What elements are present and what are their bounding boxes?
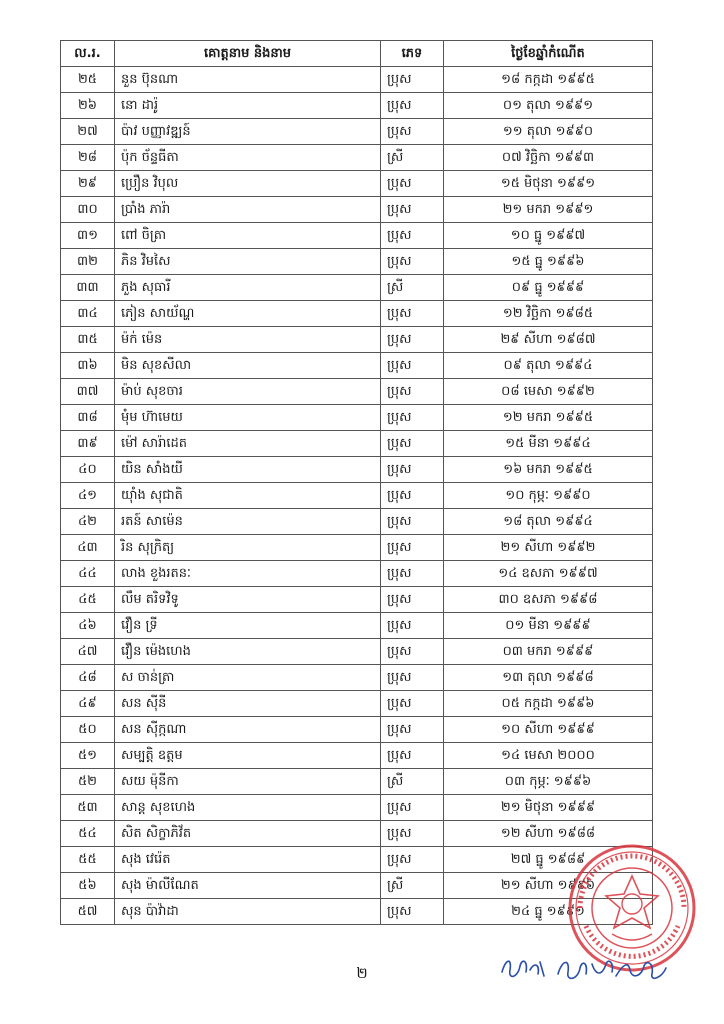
table-row — [61, 67, 653, 93]
row-full-name: សាន្ត សុខហេង — [115, 795, 381, 821]
row-date-of-birth: ១៤ ឧសភា ១៩៩៧ — [444, 561, 653, 587]
row-full-name: ភួង សុធារី — [115, 275, 381, 301]
row-number: ៣៤ — [61, 301, 115, 327]
table-header — [61, 41, 653, 67]
row-number: ៤៨ — [61, 665, 115, 691]
table-row — [61, 691, 653, 717]
table-row — [61, 197, 653, 223]
header-row — [61, 41, 653, 67]
row-number: ៣៥ — [61, 327, 115, 353]
page-number: ២ — [356, 964, 368, 982]
row-full-name: ភិន វិមសៃ — [115, 249, 381, 275]
row-full-name: សិត សិក្ខាភិវ័ត — [115, 821, 381, 847]
row-sex: ប្រុស — [381, 795, 444, 821]
table-row — [61, 509, 653, 535]
row-number: ៤៥ — [61, 587, 115, 613]
row-date-of-birth: ១៥ មិថុនា ១៩៩១ — [444, 171, 653, 197]
row-date-of-birth: ១១ តុលា ១៩៩០ — [444, 119, 653, 145]
row-date-of-birth: ២៤ ធ្នូ ១៩៩១ — [444, 899, 653, 925]
row-full-name: សម្បត្តិ ឧត្តម — [115, 743, 381, 769]
table-row — [61, 717, 653, 743]
table-row — [61, 431, 653, 457]
row-sex: ប្រុស — [381, 249, 444, 275]
row-sex: ប្រុស — [381, 119, 444, 145]
table-row — [61, 405, 653, 431]
row-sex: ប្រុស — [381, 353, 444, 379]
row-number: ៥២ — [61, 769, 115, 795]
row-date-of-birth: ០៥ កក្កដា ១៩៩៦ — [444, 691, 653, 717]
table-row — [61, 665, 653, 691]
table-row — [61, 457, 653, 483]
row-number: ៥១ — [61, 743, 115, 769]
row-number: ២៨ — [61, 145, 115, 171]
table-row — [61, 795, 653, 821]
row-date-of-birth: ១៤ មេសា ២០០០ — [444, 743, 653, 769]
row-full-name: សន ស៊ីក្កណា — [115, 717, 381, 743]
row-sex: ប្រុស — [381, 535, 444, 561]
header-date-of-birth: ថ្ងៃខែឆ្នាំកំណើត — [444, 41, 653, 67]
row-full-name: វឿន ទ្រី — [115, 613, 381, 639]
row-sex: ស្រី — [381, 145, 444, 171]
table-row — [61, 873, 653, 899]
table-row — [61, 223, 653, 249]
row-date-of-birth: ២១ មិថុនា ១៩៩៩ — [444, 795, 653, 821]
row-number: ៤១ — [61, 483, 115, 509]
row-date-of-birth: ២៩ សីហា ១៩៨៧ — [444, 327, 653, 353]
row-sex: ប្រុស — [381, 743, 444, 769]
row-full-name: ម៉ៅ សារ៉ាដេត — [115, 431, 381, 457]
row-number: ២៦ — [61, 93, 115, 119]
table-row — [61, 561, 653, 587]
row-number: ៣២ — [61, 249, 115, 275]
row-date-of-birth: ២៧ ធ្នូ ១៩៨៩ — [444, 847, 653, 873]
row-sex: ប្រុស — [381, 587, 444, 613]
row-number: ៣៦ — [61, 353, 115, 379]
row-full-name: សុង ម៉ាលីណែត — [115, 873, 381, 899]
row-sex: ប្រុស — [381, 509, 444, 535]
row-number: ២៥ — [61, 67, 115, 93]
student-roster-table — [60, 40, 653, 925]
table-row — [61, 535, 653, 561]
row-date-of-birth: ២១ សីហា ១៩៩៦ — [444, 873, 653, 899]
row-number: ៥០ — [61, 717, 115, 743]
row-sex: ប្រុស — [381, 639, 444, 665]
row-sex: ប្រុស — [381, 301, 444, 327]
table-row — [61, 483, 653, 509]
row-sex: ប្រុស — [381, 691, 444, 717]
row-full-name: ម៉ាប់ សុខចារ — [115, 379, 381, 405]
table-row — [61, 275, 653, 301]
row-full-name: ស ចាន់ត្រា — [115, 665, 381, 691]
row-number: ៥៤ — [61, 821, 115, 847]
table-row — [61, 249, 653, 275]
row-number: ៣១ — [61, 223, 115, 249]
header-sex: ភេទ — [381, 41, 444, 67]
table-row — [61, 93, 653, 119]
row-date-of-birth: ០៩ តុលា ១៩៩៤ — [444, 353, 653, 379]
row-full-name: សយ ម៉ុនីកា — [115, 769, 381, 795]
row-number: ៣៩ — [61, 431, 115, 457]
row-sex: ប្រុស — [381, 899, 444, 925]
row-number: ៥៧ — [61, 899, 115, 925]
row-sex: ប្រុស — [381, 613, 444, 639]
header-number: ល.រ. — [61, 41, 115, 67]
row-number: ៣០ — [61, 197, 115, 223]
row-number: ៣៨ — [61, 405, 115, 431]
table-row — [61, 171, 653, 197]
row-number: ៤២ — [61, 509, 115, 535]
row-full-name: រតន៍ សាម៉េន — [115, 509, 381, 535]
table-row — [61, 119, 653, 145]
row-sex: ប្រុស — [381, 171, 444, 197]
row-date-of-birth: ១៦ មករា ១៩៩៥ — [444, 457, 653, 483]
row-date-of-birth: ០៧ វិច្ឆិកា ១៩៩៣ — [444, 145, 653, 171]
row-full-name: ប្រាំង ភារ៉ា — [115, 197, 381, 223]
row-date-of-birth: ០៣ មករា ១៩៩៩ — [444, 639, 653, 665]
row-number: ៤៣ — [61, 535, 115, 561]
row-full-name: ប៉ុក ច័ន្ទធីតា — [115, 145, 381, 171]
row-full-name: ម៉ក់ ម៉េន — [115, 327, 381, 353]
table-row — [61, 587, 653, 613]
row-full-name: យិន សាំងយី — [115, 457, 381, 483]
row-full-name: ប្រឿន វិបុល — [115, 171, 381, 197]
row-sex: ប្រុស — [381, 379, 444, 405]
row-number: ៤៩ — [61, 691, 115, 717]
row-sex: ប្រុស — [381, 847, 444, 873]
row-sex: ប្រុស — [381, 197, 444, 223]
row-date-of-birth: ១៥ ធ្នូ ១៩៩៦ — [444, 249, 653, 275]
table-row — [61, 301, 653, 327]
row-sex: ស្រី — [381, 873, 444, 899]
row-sex: ប្រុស — [381, 717, 444, 743]
row-date-of-birth: ៣០ ឧសភា ១៩៩៨ — [444, 587, 653, 613]
table-row — [61, 145, 653, 171]
row-number: ៤៦ — [61, 613, 115, 639]
row-full-name: មិន សុខសីលា — [115, 353, 381, 379]
row-full-name: មុំម ហ៊ាមេយ — [115, 405, 381, 431]
row-full-name: សន ស៊ីនី — [115, 691, 381, 717]
row-number: ២៩ — [61, 171, 115, 197]
row-full-name: វឿន ម៉េងហេង — [115, 639, 381, 665]
row-sex: ប្រុស — [381, 223, 444, 249]
row-sex: ប្រុស — [381, 457, 444, 483]
row-date-of-birth: ០១ មីនា ១៩៩៩ — [444, 613, 653, 639]
row-sex: ប្រុស — [381, 67, 444, 93]
row-sex: ប្រុស — [381, 405, 444, 431]
row-date-of-birth: ០៨ មេសា ១៩៩២ — [444, 379, 653, 405]
row-full-name: ភៀន សាយ័ណ្ហ — [115, 301, 381, 327]
table-row — [61, 847, 653, 873]
row-sex: ប្រុស — [381, 665, 444, 691]
table-body — [61, 67, 653, 925]
row-number: ៤៤ — [61, 561, 115, 587]
row-number: ៤៧ — [61, 639, 115, 665]
row-sex: ប្រុស — [381, 561, 444, 587]
row-sex: ស្រី — [381, 769, 444, 795]
row-date-of-birth: ០១ តុលា ១៩៩១ — [444, 93, 653, 119]
row-full-name: លឹម តរិទវិទូ — [115, 587, 381, 613]
row-number: ៥៣ — [61, 795, 115, 821]
row-full-name: ប៉ាវ បញ្ញាវឌ្ឍន៍ — [115, 119, 381, 145]
row-number: ៣៣ — [61, 275, 115, 301]
row-date-of-birth: ១០ កុម្ភៈ ១៩៩០ — [444, 483, 653, 509]
row-date-of-birth: ១០ សីហា ១៩៩៩ — [444, 717, 653, 743]
row-number: ២៧ — [61, 119, 115, 145]
row-sex: ស្រី — [381, 275, 444, 301]
row-sex: ប្រុស — [381, 93, 444, 119]
row-number: ៣៧ — [61, 379, 115, 405]
row-full-name: លាង ខួងរតនៈ — [115, 561, 381, 587]
table-row — [61, 327, 653, 353]
table-row — [61, 769, 653, 795]
table-row — [61, 353, 653, 379]
row-sex: ប្រុស — [381, 431, 444, 457]
row-full-name: ពៅ ចិត្រា — [115, 223, 381, 249]
table-row — [61, 613, 653, 639]
row-date-of-birth: ១២ មករា ១៩៩៥ — [444, 405, 653, 431]
row-date-of-birth: ១៥ មីនា ១៩៩៤ — [444, 431, 653, 457]
row-full-name: យ៉ាំង សុជាតិ — [115, 483, 381, 509]
row-full-name: នោ ដារ៉ូ — [115, 93, 381, 119]
row-sex: ប្រុស — [381, 821, 444, 847]
row-sex: ប្រុស — [381, 327, 444, 353]
row-number: ៤០ — [61, 457, 115, 483]
row-date-of-birth: ១២ វិច្ឆិកា ១៩៨៥ — [444, 301, 653, 327]
row-date-of-birth: ០៩ ធ្នូ ១៩៩៩ — [444, 275, 653, 301]
row-number: ៥៥ — [61, 847, 115, 873]
row-date-of-birth: ១៨ តុលា ១៩៩៤ — [444, 509, 653, 535]
table-row — [61, 639, 653, 665]
table-row — [61, 743, 653, 769]
row-full-name: សុន ប៉ាវ៉ាដា — [115, 899, 381, 925]
row-sex: ប្រុស — [381, 483, 444, 509]
row-date-of-birth: ១៣ តុលា ១៩៩៨ — [444, 665, 653, 691]
table-row — [61, 379, 653, 405]
row-date-of-birth: ២១ មករា ១៩៩១ — [444, 197, 653, 223]
row-date-of-birth: ១២ សីហា ១៩៨៨ — [444, 821, 653, 847]
row-date-of-birth: ១០ ធ្នូ ១៩៩៧ — [444, 223, 653, 249]
row-full-name: សុង វេរ៉េត — [115, 847, 381, 873]
row-full-name: រិន សុក្រិត្យ — [115, 535, 381, 561]
row-full-name: នួន ប៊ុនណា — [115, 67, 381, 93]
row-date-of-birth: ១៨ កក្កដា ១៩៩៥ — [444, 67, 653, 93]
row-date-of-birth: ២១ សីហា ១៩៩២ — [444, 535, 653, 561]
header-full-name: គោត្តនាម និងនាម — [115, 41, 381, 67]
table-row — [61, 821, 653, 847]
table-row — [61, 899, 653, 925]
row-number: ៥៦ — [61, 873, 115, 899]
row-date-of-birth: ០៣ កុម្ភៈ ១៩៩៦ — [444, 769, 653, 795]
